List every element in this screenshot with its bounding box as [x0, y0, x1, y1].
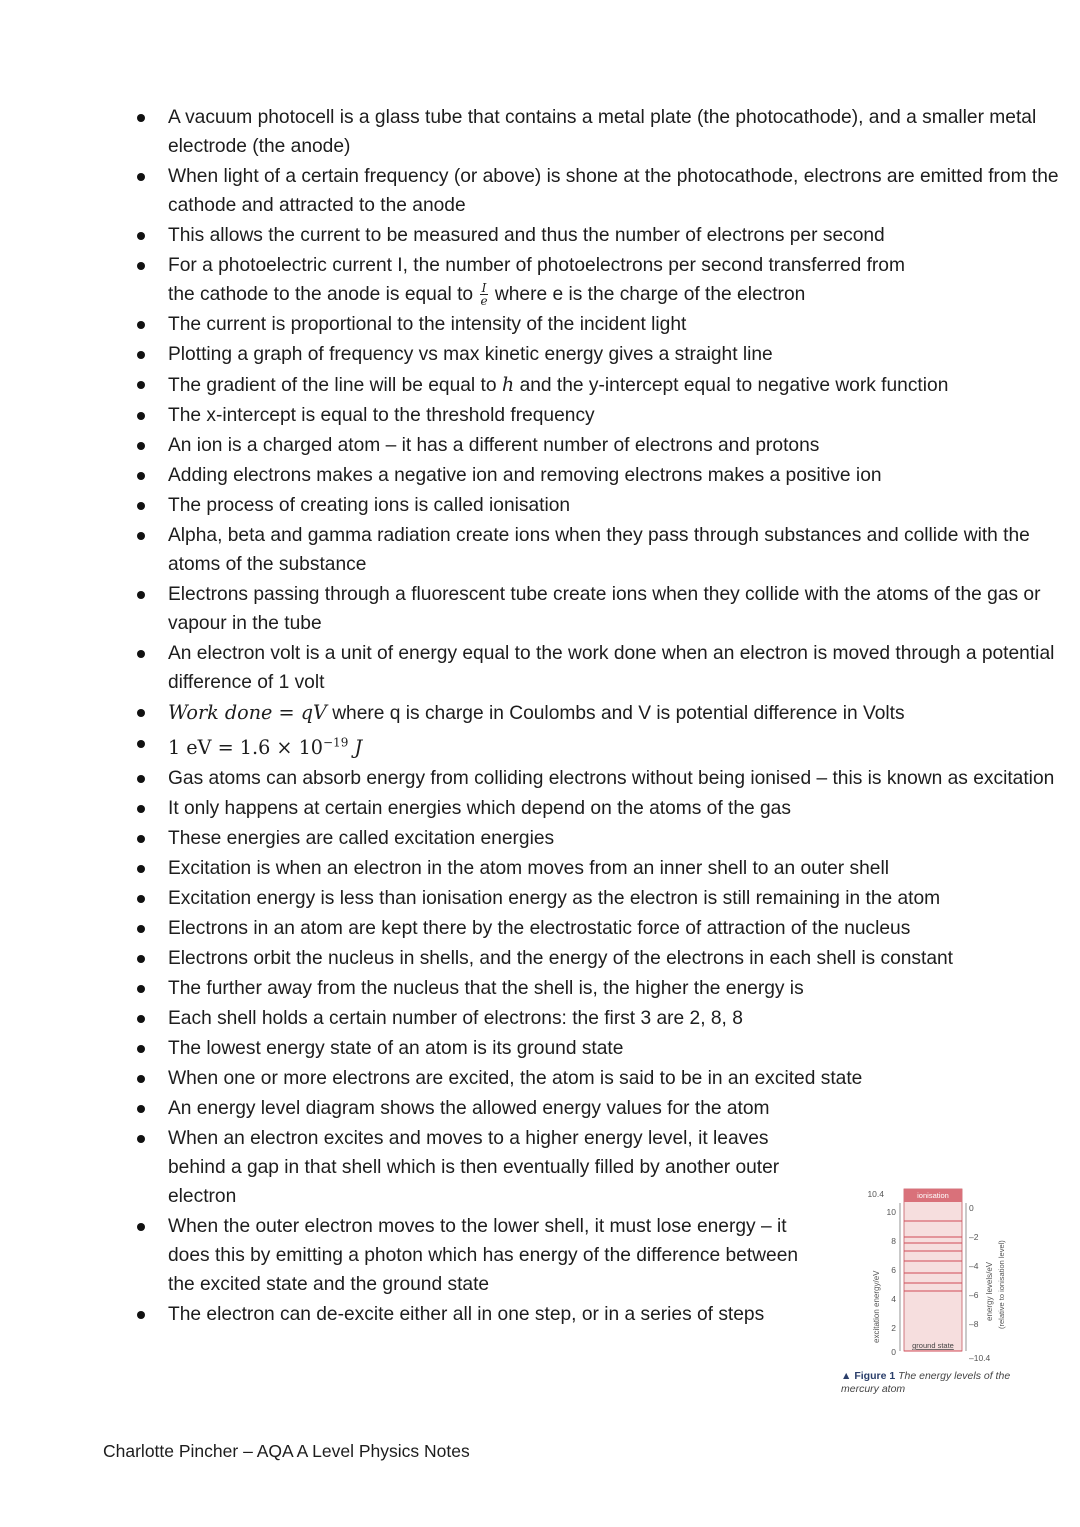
- caption-number: Figure 1: [854, 1370, 896, 1382]
- right-tick: –10.4: [969, 1353, 991, 1363]
- energy-level-diagram: [838, 1183, 1028, 1398]
- bullet-24: The further away from the nucleus that the shell is, the higher the energy is: [0, 974, 1080, 1003]
- diagram-box: [904, 1189, 962, 1351]
- bullet-18: It only happens at certain energies which depend on the atoms of the gas: [0, 794, 1080, 823]
- bullet-4-line1: For a photoelectric current I, the number of photoelectrons per second transferred from: [168, 255, 905, 276]
- bullet-13: Electrons passing through a fluorescent tube create ions when they collide with the atoms of the gas or vapour in the tube: [0, 580, 1080, 638]
- page-footer: Charlotte Pincher – AQA A Level Physics Notes: [103, 1441, 470, 1461]
- bullet-25: Each shell holds a certain number of electrons: the first 3 are 2, 8, 8: [0, 1004, 1080, 1033]
- left-tick: 2: [891, 1323, 896, 1333]
- bullet-14: An electron volt is a unit of energy equal to the work done when an electron is moved through a potential difference of 1 volt: [0, 639, 1080, 697]
- right-axis-label: energy levels/eV: [985, 1261, 994, 1321]
- bullet-2: When light of a certain frequency (or above) is shone at the photocathode, electrons are emitted from the cathode and attracted to the anode: [0, 162, 1080, 220]
- bullet-26: The lowest energy state of an atom is its ground state: [0, 1034, 1080, 1063]
- bullet-list: [0, 103, 1080, 1330]
- bullet-31: The electron can de-excite either all in one step, or in a series of steps: [0, 1300, 818, 1329]
- bullet-4: [0, 251, 1080, 309]
- bullet-21: Excitation energy is less than ionisation energy as the electron is still remaining in the atom: [0, 884, 1080, 913]
- ev-equation: 1 eV = $1.6 \times 10^{-19}$ J: [168, 736, 363, 760]
- triangle-icon: ▲: [841, 1370, 852, 1382]
- left-tick: 0: [891, 1347, 896, 1357]
- bullet-17: Gas atoms can absorb energy from colliding electrons without being ionised – this is known as excitation: [0, 764, 1080, 793]
- bullet-9: An ion is a charged atom – it has a different number of electrons and protons: [0, 431, 1080, 460]
- left-tick: 6: [891, 1265, 896, 1275]
- left-tick: 4: [891, 1294, 896, 1304]
- bullet-7: The gradient of the line will be equal to h and the y-intercept equal to negative work function: [0, 370, 1080, 400]
- bullet-6: Plotting a graph of frequency vs max kinetic energy gives a straight line: [0, 340, 1080, 369]
- bullet-15: Work done = qV where q is charge in Coulombs and V is potential difference in Volts: [0, 698, 1080, 728]
- left-tick: 10.4: [867, 1189, 884, 1199]
- right-tick: –8: [969, 1319, 979, 1329]
- right-axis-sublabel: (relative to ionisation level): [997, 1240, 1006, 1329]
- work-done-equation: Work done = qV: [168, 701, 327, 724]
- planck-symbol: h: [501, 373, 515, 396]
- bullet-16: [0, 729, 1080, 763]
- figure-caption: [841, 1370, 1019, 1396]
- bullet-10: Adding electrons makes a negative ion and removing electrons makes a positive ion: [0, 461, 1080, 490]
- left-tick: 10: [886, 1207, 896, 1217]
- ionisation-label: ionisation: [917, 1191, 949, 1200]
- right-tick: –4: [969, 1261, 979, 1271]
- bullet-1: A vacuum photocell is a glass tube that contains a metal plate (the photocathode), and a smaller metal electrode (the anode): [0, 103, 1080, 161]
- bullet-8: The x-intercept is equal to the threshold frequency: [0, 401, 1080, 430]
- fraction-i-over-e: $\frac{I}{e}$: [480, 281, 488, 309]
- left-tick: 8: [891, 1236, 896, 1246]
- bullet-28: An energy level diagram shows the allowed energy values for the atom: [0, 1094, 818, 1123]
- bullet-23: Electrons orbit the nucleus in shells, and the energy of the electrons in each shell is constant: [0, 944, 1080, 973]
- bullet-12: Alpha, beta and gamma radiation create ions when they pass through substances and collide with the atoms of the substance: [0, 521, 1080, 579]
- bullet-3: This allows the current to be measured and thus the number of electrons per second: [0, 221, 1080, 250]
- bullet-5: The current is proportional to the intensity of the incident light: [0, 310, 1080, 339]
- caption-text: The energy levels of the mercury atom: [841, 1370, 1011, 1395]
- right-tick: 0: [969, 1203, 974, 1213]
- bullet-30: When the outer electron moves to the lower shell, it must lose energy – it does this by emitting a photon which has energy of the difference between the excited state and the ground state: [0, 1212, 818, 1299]
- right-tick: –2: [969, 1232, 979, 1242]
- right-tick: –6: [969, 1290, 979, 1300]
- bullet-19: These energies are called excitation energies: [0, 824, 1080, 853]
- bullet-11: The process of creating ions is called ionisation: [0, 491, 1080, 520]
- bullet-22: Electrons in an atom are kept there by the electrostatic force of attraction of the nucleus: [0, 914, 1080, 943]
- bullet-27: When one or more electrons are excited, the atom is said to be in an excited state: [0, 1064, 1080, 1093]
- bullet-20: Excitation is when an electron in the atom moves from an inner shell to an outer shell: [0, 854, 1080, 883]
- bullet-4-post: where e is the charge of the electron: [494, 284, 806, 305]
- left-axis-label: excitation energy/eV: [872, 1270, 881, 1343]
- bullet-29: When an electron excites and moves to a higher energy level, it leaves behind a gap in that shell which is then eventually filled by another outer electron: [0, 1124, 818, 1211]
- bullet-4-pre: the cathode to the anode is equal to: [168, 284, 474, 305]
- ground-state-label: ground state: [912, 1341, 954, 1350]
